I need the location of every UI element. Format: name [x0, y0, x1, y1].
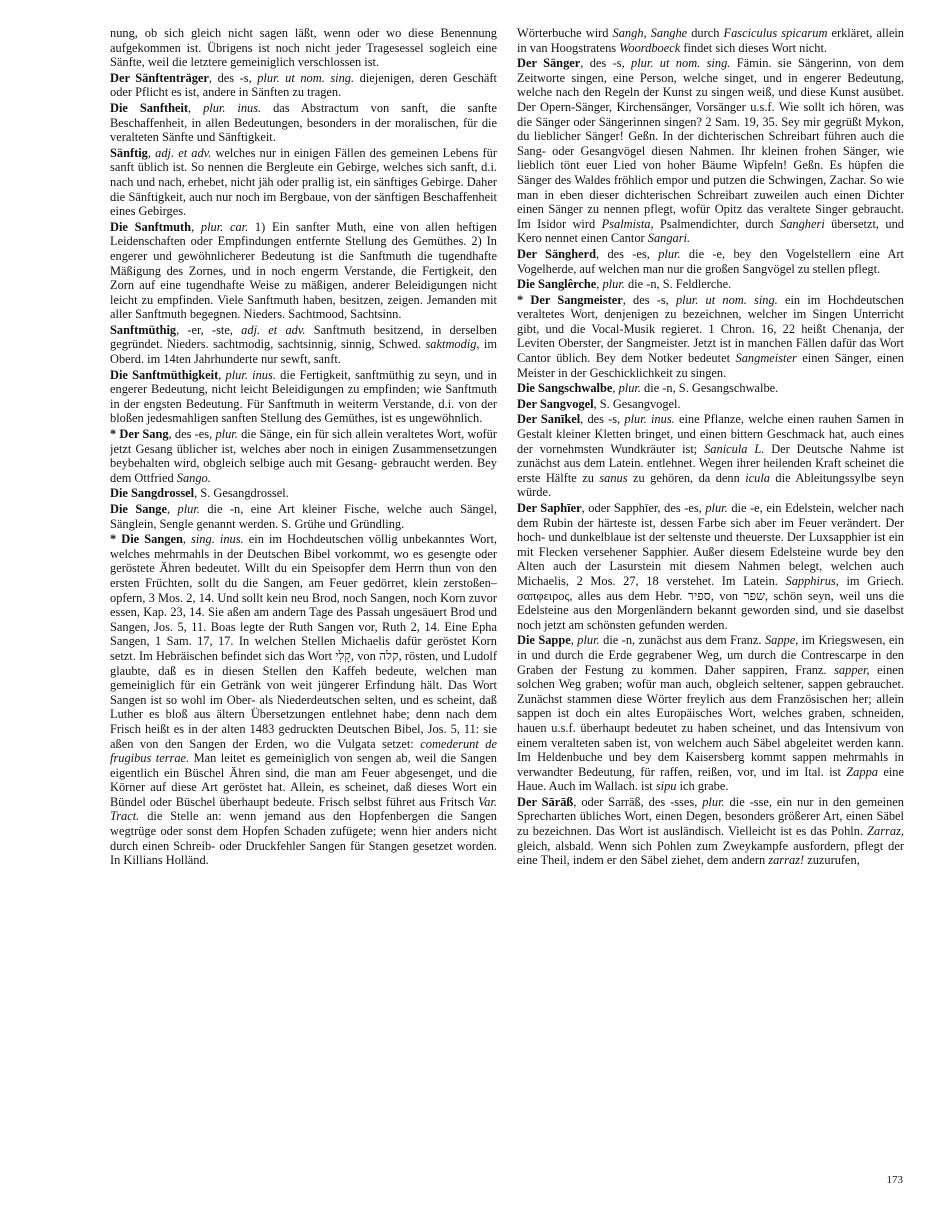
entry-text: die -n, eine Art kleiner Fische, welche auch Sängel, Sänglein, Sengle genannt werden. S. Grühe und Gründling. — [110, 502, 497, 531]
entry-text: , des -es, — [596, 246, 659, 261]
entry-text: , des -s, — [580, 412, 625, 427]
italic-text: Sapphirus, — [785, 573, 839, 588]
headword: Der Sanīkel — [517, 412, 581, 427]
entry-text: nung, ob sich gleich nicht sagen läßt, wenn oder wo diese Benennung aufgekommen ist. Übrigens ist noch nicht jeder Tragesessel sogleich eine Sänfte, weil die letztere gemeiniglich verschlossen ist. — [110, 26, 497, 70]
entry-text: Man leitet es gemeiniglich von sengen ab, weil die Sangen eigentlich ein Büschel Ähren sind, die man am Feuer abgesenget, und die Körner auf diese Art geröstet hat. Allein, es scheinet, daß dieses Wort ein Bündel oder Büschel überhaupt bedeute. Frisch selbst führet aus Fritsch — [110, 751, 497, 809]
entry-text: einen solchen Weg graben; wofür man auch, obgleich seltener, sappen gebrauchet. Zunächst stammen diese Wörter freylich aus dem Französischen her; allein sappen ist doch ein altes Europäisches Wort, welches graben, schneiden, hauen u.s.f. überhaupt bedeutet zu haben scheinet, und das Intensivum von einem veralteten saben ist, von welchem auch Säbel abgeleitet werden kann. Im Heldenbuche und bey dem Kaisersberg kommt sappen mehrmahls in verwandter Bedeutung, für raffen, reißen, vor, und im Ital. ist — [517, 662, 904, 779]
headword: Die Sanftheit — [110, 100, 189, 115]
italic-text: plur. inus. — [225, 367, 276, 382]
italic-text: sipu — [655, 779, 677, 794]
headword: Sänftig — [110, 145, 148, 160]
italic-text: plur. ut nom. sing. — [257, 70, 355, 85]
entry-text: , oder Sapphīer, des -es, — [581, 501, 706, 515]
entry-text: , S. Gesangdrossel. — [194, 486, 289, 501]
entry-text: Psalmendichter, durch — [653, 216, 781, 231]
italic-text: adj. et adv. — [155, 145, 212, 160]
entry-text: Der Deutsche Nahme ist zunächst aus dem Latein. entlehnet. Wegen ihrer heilenden Kraft scheinet die erste Hälfte zu — [517, 441, 904, 485]
dictionary-entry — [517, 293, 904, 381]
entry-text: , — [188, 100, 204, 115]
entry-text: gleich, alsbald. Wenn sich Pohlen zum Zweykampfe ausfordern, pflegt der eine Theil, indem er den Säbel ziehet, dem andern — [517, 838, 904, 868]
italic-text: plur. inus. — [203, 100, 262, 115]
entry-text: die -sse, ein nur in den gemeinen Sprecharten übliches Wort, einen Degen, besonders größerer Art, einen Säbel zu bezeichnen. Das Wort ist ausländisch. Vielleicht ist es das Pohln. — [517, 794, 904, 839]
entry-text: einen Sänger, einen Meister in der Geschicklichkeit zu singen. — [517, 351, 904, 380]
entry-text: , des -s, — [208, 70, 258, 85]
dictionary-entry — [110, 146, 497, 219]
headword: Der Sangvogel — [517, 396, 594, 411]
entry-text: , — [167, 502, 178, 516]
entry-text: die -n, S. Gesangschwalbe. — [640, 381, 779, 396]
italic-text: zarraz! — [768, 853, 805, 868]
entry-text: die -e, ein Edelstein, welcher nach dem Rubin der härteste ist, dessen Farbe sich aber im Feuer verändert. Der hoch- und dunkelblaue ist der seltenste und theuerste. Der Luxsapphier ist ein mit Flecken versehener Sapphier. Außer diesem Edelsteine wurde bey den Alten auch der Lasurstein mit diesem Nahmen belegt, welchen auch Michaelis, 2 Mos. 27, 18 verstehet. Im Latein. — [517, 501, 904, 588]
headword: Die Sange — [110, 502, 167, 516]
italic-text: plur. — [602, 277, 625, 292]
entry-text: zu gehören, da denn — [627, 470, 746, 485]
headword: * Die Sangen — [110, 532, 183, 547]
dictionary-entry — [517, 247, 904, 276]
headword: Die Sanftmuth — [110, 219, 192, 234]
entry-text: die -n, S. Feldlerche. — [624, 277, 732, 292]
italic-text: plur. inus. — [624, 412, 675, 427]
entry-text: eine Haue. Auch im Wallach. ist — [517, 764, 904, 794]
italic-text: Zarraz, — [867, 824, 904, 839]
entry-text: , — [570, 633, 578, 648]
entry-text: , — [147, 145, 156, 160]
entry-text: , — [182, 532, 192, 547]
entry-text: ein im Hochdeutschen völlig unbekanntes Wort, welches mehrmahls in der Deutschen Bibel vorkommt, wo es gesengte oder geröstete Ähren bedeutet. Willt du ein Speisopfer dem Herrn thun von den ersten Früchten, sollt du die Sangen, am Feuer gedörret, klein zerstoßen– opfern, 3 Mos. 2, 14. Und sollt kein neu Brod, noch Sangen, noch Korn zuvor essen, Kap. 23, 14. Sie aßen am andern Tage des Passah ungesäuert Brod und Sangen, Jos. 5, 11. Boas legte der Ruth Sangen vor, Ruth 2, 14. Eine Epha Sangen, 1 Sam. 17, 17. In welchen Stellen Michaelis dafür geröstet Korn setzt. Im Hebräischen befindet sich das Wort קָלִי, von קלה, rösten, und Ludolf glaubte, daß es in diesen Stellen den Kaffeh bedeute, welchen man gemeiniglich für ein Getränk von weit jüngerer Erfindung hält. Das Wort Sangen ist so wohl im Ober- als Niederdeutschen selten, und es scheint, daß Luther es bloß aus ältern Übersetzungen entlehnet habe; denn nach dem Frisch heißt es in der alten 1483 gedruckten Deutschen Bibel, Jos. 5, 11: sie aßen von den Sangen der Erden, wo die Vulgata setzet: — [110, 532, 497, 751]
entry-text: , des -s, — [580, 56, 632, 71]
entry-text: ein im Hochdeutschen veraltetes Wort, denjenigen zu bezeichnen, welcher im Singen Unterricht gibt, und die Vocal-Musik regieret. 1 Chron. 16, 22 heißt Chenanja, der Leviten Oberster, der Sangmeister. Jetzt ist in manchen Fällen dafür das Wort Cantor üblich. Bey dem Notker bedeutet — [517, 292, 904, 366]
dictionary-entry — [110, 368, 497, 426]
entry-text: diejenigen, deren Geschäft oder Pflicht es ist, andere in Sänften zu tragen. — [110, 70, 497, 100]
entry-text: eine Pflanze, welche einen rauhen Samen in Gestalt kleiner Kletten bringet, und einen bittern Geschmack hat, auch eines der vornehmsten Wundkräuter ist; — [517, 412, 904, 456]
italic-text: Sanicula L. — [704, 441, 765, 456]
entry-text: ich grabe. — [676, 779, 729, 794]
italic-text: plur. ut nom. sing. — [631, 56, 731, 71]
italic-text: Sangheri — [780, 216, 825, 231]
italic-text: sing. inus. — [191, 532, 244, 547]
dictionary-entry — [110, 26, 497, 70]
dictionary-entry — [517, 412, 904, 500]
dictionary-entry — [517, 26, 904, 55]
entry-text: zuzurufen, — [804, 853, 860, 868]
entry-text: , im Oberd. im 14ten Jahrhunderte nur sewft, sanft. — [110, 337, 497, 367]
italic-text: sanus — [599, 470, 628, 485]
italic-text: plur. — [705, 501, 728, 515]
italic-text: plur. — [177, 502, 200, 516]
entry-text: das Abstractum von sanft, die sanfte Beschaffenheit, in allen Bedeutungen, besonders in der moralischen, für die veralteten Sänfte und Sänftigkeit. — [110, 100, 497, 145]
dictionary-entry — [517, 381, 904, 396]
italic-text: Zappa — [846, 764, 878, 779]
italic-text: Fasciculus spicarum — [723, 26, 828, 40]
entry-text: , oder Sarräß, des -sses, — [573, 794, 703, 809]
italic-text: plur. — [658, 246, 681, 261]
italic-text: Psalmista, — [601, 216, 654, 231]
headword: Die Sanglêrche — [517, 277, 597, 292]
entry-text: die Stelle an: wenn jemand aus den Hopfenbergen die Sangen wegtrüge oder sonst dem Hopfen Schaden zufügete; wenn hier anders nicht durch einen Schreib- oder Druckfehler Sangen für Stangen gesetzet worden. In Killians Holländ. — [110, 809, 497, 868]
entry-text: 1) Ein sanfter Muth, eine von allen heftigen Leidenschaften oder Empfindungen entfernte Stellung des Gemüthes. 2) In engerer und gewöhnlicherer Bedeutung ist die Sanftmuth die tugendhafte Mäßigung des Zornes, und in noch engerm Verstande, die Fertigkeit, den Zorn auf eine tugendhafte Weise zu mäßigen, anderer Beleidigungen nicht leicht zu empfinden. Viele Sanftmuth haben, besitzen, zeigen. Jemanden mit aller Sanftmuth begegnen. Nieders. Sachtmood, Sachtsinn. — [110, 219, 497, 322]
dictionary-entry — [110, 323, 497, 367]
italic-text: plur. — [702, 794, 725, 809]
left-column — [110, 26, 497, 1176]
dictionary-entry — [110, 101, 497, 145]
entry-text: , S. Gesangvogel. — [593, 396, 681, 411]
dictionary-entry — [517, 501, 904, 632]
entry-text: welches nur in einigen Fällen des gemeinen Lebens für sanft üblich ist. So nennen die Bergleute ein Gebirge, welches sich sanft, d.i. nach und nach, erhebet, nicht jäh oder prallig ist, ein sänftiges Gebirge. Daher die Sänftigkeit, auch nur noch im Bergbaue, von der sänftigen Beschaffenheit eines Gebirges. — [110, 145, 497, 219]
italic-text: saktmodig — [425, 337, 477, 352]
headword: Die Sappe — [517, 633, 571, 648]
dictionary-entry — [110, 486, 497, 501]
headword: Sanftmüthig — [110, 322, 177, 337]
entry-text: die Ableitungssylbe seyn würde. — [517, 470, 904, 500]
dictionary-entry — [110, 220, 497, 322]
entry-text: , — [596, 277, 603, 292]
entry-text: , — [218, 367, 226, 382]
headword: Der Sārāß — [517, 794, 574, 809]
entry-text: übersetzt, und Kero nennet einen Cantor — [517, 216, 904, 246]
headword: Der Saphīer — [517, 501, 582, 515]
italic-text: Sangmeister — [735, 351, 797, 366]
italic-text: sapper, — [834, 662, 870, 677]
headword: Der Sänger — [517, 56, 581, 71]
headword: Die Sanftmüthigkeit — [110, 367, 219, 382]
dictionary-entry — [517, 397, 904, 412]
dictionary-entry — [110, 502, 497, 531]
dictionary-entry — [517, 633, 904, 794]
italic-text: plur. — [577, 633, 600, 648]
entry-text: die -n, zunächst aus dem Franz. — [599, 633, 765, 648]
entry-text: durch — [687, 26, 724, 40]
dictionary-entry — [517, 795, 904, 868]
entry-text: erkläret, allein in van Hoogstratens — [517, 26, 904, 55]
entry-text: , — [191, 219, 201, 234]
entry-text: , des -es, — [168, 427, 216, 442]
dictionary-entry — [517, 277, 904, 292]
entry-text: im Griech. σαπφειρος, alles aus dem Hebr. ספיר, von שפר, schön seyn, weil uns die Edelsteine aus den Morgenländern bekannt geworden sind, und sie daselbst noch jetzt am schönsten gefunden werden. — [517, 573, 904, 632]
dictionary-entry — [110, 532, 497, 868]
italic-text: plur. ut nom. sing. — [675, 292, 778, 307]
entry-text: findet sich dieses Wort nicht. — [680, 40, 827, 55]
headword: Die Sangdrossel — [110, 486, 195, 501]
headword: Der Sängherd — [517, 246, 597, 261]
italic-text: plur. — [618, 381, 641, 396]
italic-text: Sangari. — [647, 231, 691, 246]
page-number: 173 — [886, 1174, 903, 1186]
entry-text: Wörterbuche wird — [517, 26, 613, 40]
headword: Die Sangschwalbe — [517, 381, 613, 396]
entry-text: Sanftmuth besitzend, in derselben gegründet. Nieders. sachtmodig, sachtsinnig, sinnig, Schwed. — [110, 322, 497, 352]
dictionary-entry — [110, 71, 497, 100]
italic-text: comederunt de frugibus terrae. — [110, 736, 497, 766]
italic-text: plur. car. — [200, 219, 249, 234]
entry-text: die Sänge, ein für sich allein veraltetes Wort, wofür jetzt Gesang üblicher ist, welches aber noch in einigen Zusammensetzungen beybehalten wird, obgleich selbige auch mit Gesang- gebraucht werden. Bey dem Ottfried — [110, 427, 497, 485]
headword: * Der Sangmeister — [517, 292, 623, 307]
dictionary-entry — [110, 427, 497, 485]
headword: * Der Sang — [110, 427, 169, 442]
entry-text: im Kriegswesen, ein in und durch die Erde gegrabener Weg, um durch die Contrescarpe in den Graben der Festung zu kommen. Daher sappiren, Franz. — [517, 633, 904, 677]
italic-text: Woordboeck — [619, 40, 681, 55]
italic-text: Var. Tract. — [110, 794, 497, 824]
italic-text: plur. — [215, 427, 238, 442]
italic-text: Sango. — [176, 470, 211, 485]
entry-text: , -er, -ste, — [176, 322, 242, 337]
entry-text: die Fertigkeit, sanftmüthig zu seyn, und in engerer Bedeutung, nicht leicht Beleidigungen zu empfinden; wie Sanftmuth in der engsten Bedeutung. Für Sanftmuth in weiterm Verstande, d.i. von der bloßen jedesmahligen sanften Stellung des Gemüthes, ist es ungewöhnlich. — [110, 367, 497, 426]
entry-text: die -e, bey den Vogelstellern eine Art Vogelherde, auf welchen man nur die großen Sangvögel zu stellen pflegt. — [517, 246, 904, 276]
italic-text: adj. et adv. — [241, 322, 306, 337]
dictionary-entry — [517, 56, 904, 246]
italic-text: Sangh, Sanghe — [612, 26, 688, 40]
right-column — [517, 26, 904, 1174]
entry-text: , des -s, — [622, 292, 676, 307]
italic-text: icula — [745, 470, 770, 485]
entry-text: Fämin. sie Sängerinn, von dem Zeitworte singen, eine Person, welche singet, und in engerer Bedeutung, welche nach den Regeln der Kunst zu singen weiß, und diese Kunst ausübet. Der Opern-Sänger, Kirchensänger, Vorsänger u.s.f. Wie sollt ich hören, was die Sänger oder Sängerinnen singen? 2 Sam. 19, 35. Sey mir gegrüßt Mykon, du lieblicher Sänger! Geßn. In der dichterischen Schreibart führen auch die Sang- oder Gesangvögel diesen Nahmen. Ihr kleinen frohen Sänger, wie lieblich tönt euer Lied von hoher Bäume Wipfeln! Geßn. Es hüpfen die Sänger des Waldes fröhlich empor und putzen die Schwingen, Zachar. So wie man in eben dieser dichterischen Schreibart zuweilen auch einen Dichter einen Sänger zu nennen pflegt, wofür Opitz das veraltete Singer gebraucht. Im Isidor wird — [517, 56, 904, 231]
headword: Der Sänftenträger — [110, 70, 209, 85]
italic-text: Sappe, — [764, 633, 799, 648]
entry-text: , — [612, 381, 619, 396]
